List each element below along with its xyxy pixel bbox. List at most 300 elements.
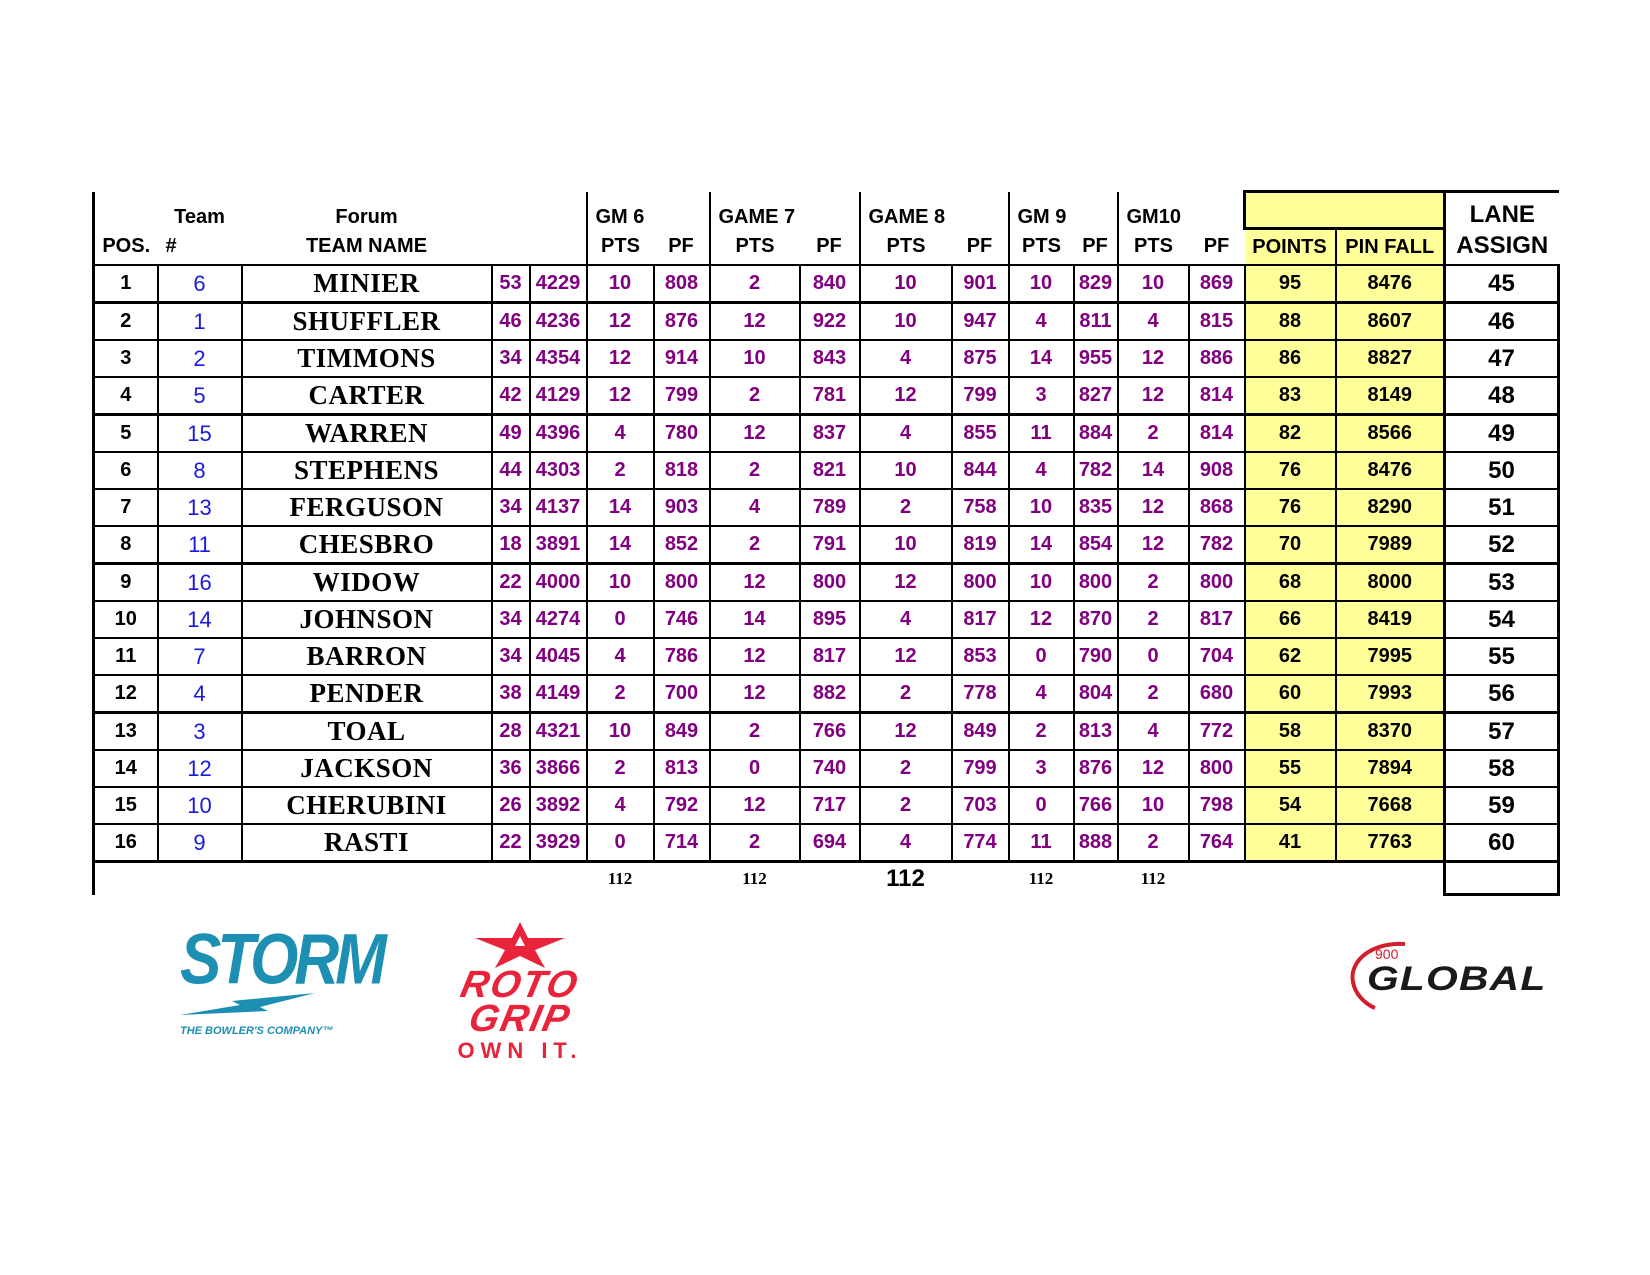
g6-pf-cell: 800 xyxy=(654,564,710,602)
header-g8-pf: PF xyxy=(966,234,993,257)
header-g8-pts: PTS xyxy=(860,229,952,266)
g7-pts-cell: 12 xyxy=(710,638,800,675)
grip-wordmark: GRIP xyxy=(465,998,575,1040)
header-game7: GAME 7 xyxy=(710,192,860,229)
lane-assign-cell: 58 xyxy=(1445,750,1559,787)
prev-pinfall-cell: 3891 xyxy=(530,526,587,564)
g7-pf-cell: 882 xyxy=(800,675,860,713)
g10-pf-cell: 815 xyxy=(1189,303,1245,341)
total-points-cell: 68 xyxy=(1245,564,1336,602)
header-row-2 xyxy=(94,229,1559,266)
g10-pf-cell: 886 xyxy=(1189,340,1245,377)
g7-pf-cell: 840 xyxy=(800,265,860,303)
g9-pf-cell: 835 xyxy=(1074,489,1118,526)
g9-pts-cell: 4 xyxy=(1009,675,1074,713)
roto-slogan: OWN IT. xyxy=(457,1038,583,1063)
g8-pf-cell: 817 xyxy=(952,601,1009,638)
totals-header-band xyxy=(1245,192,1445,229)
g6-pts-cell: 4 xyxy=(587,787,654,824)
g7-pf-cell: 694 xyxy=(800,824,860,862)
g7-pts-cell: 2 xyxy=(710,452,800,489)
table-row xyxy=(94,601,1559,638)
g9-pf-cell: 829 xyxy=(1074,265,1118,303)
total-pin-fall-cell: 7995 xyxy=(1336,638,1445,675)
g10-pf-cell: 814 xyxy=(1189,415,1245,453)
total-pin-fall-cell: 8607 xyxy=(1336,303,1445,341)
prev-points-cell: 34 xyxy=(492,638,530,675)
g9-pts-cell: 14 xyxy=(1009,340,1074,377)
prev-points-cell: 28 xyxy=(492,713,530,751)
pos-cell: 4 xyxy=(94,377,158,415)
table-row xyxy=(94,265,1559,303)
g6-pts-cell: 12 xyxy=(587,340,654,377)
prev-points-cell: 26 xyxy=(492,787,530,824)
header-team-name: TEAM NAME xyxy=(305,234,428,257)
g9-pf-cell: 782 xyxy=(1074,452,1118,489)
total-pin-fall-cell: 7668 xyxy=(1336,787,1445,824)
g9-pf-cell: 870 xyxy=(1074,601,1118,638)
g8-pts-cell: 12 xyxy=(860,564,952,602)
g10-pts-cell: 2 xyxy=(1118,415,1189,453)
lane-assign-cell: 59 xyxy=(1445,787,1559,824)
g8-pf-cell: 774 xyxy=(952,824,1009,862)
g7-pf-cell: 766 xyxy=(800,713,860,751)
g7-pts-cell: 2 xyxy=(710,265,800,303)
g10-pf-cell: 868 xyxy=(1189,489,1245,526)
lane-assign-cell: 51 xyxy=(1445,489,1559,526)
g10-pf-cell: 772 xyxy=(1189,713,1245,751)
table-row xyxy=(94,564,1559,602)
total-pin-fall-cell: 8370 xyxy=(1336,713,1445,751)
total-pin-fall-cell: 7763 xyxy=(1336,824,1445,862)
prev-points-cell: 34 xyxy=(492,601,530,638)
g6-pf-cell: 818 xyxy=(654,452,710,489)
total-points-cell: 62 xyxy=(1245,638,1336,675)
g8-pts-cell: 10 xyxy=(860,526,952,564)
team-name-cell: PENDER xyxy=(242,675,492,713)
prev-pinfall-cell: 4321 xyxy=(530,713,587,751)
header-gm9: GM 9 xyxy=(1009,192,1118,229)
g6-pts-cell: 10 xyxy=(587,265,654,303)
prev-pinfall-cell: 3892 xyxy=(530,787,587,824)
roto-wordmark: ROTO xyxy=(456,964,584,1006)
lane-assign-cell: 60 xyxy=(1445,824,1559,862)
g8-pts-cell: 4 xyxy=(860,824,952,862)
g8-pts-cell: 12 xyxy=(860,638,952,675)
team-name-cell: MINIER xyxy=(242,265,492,303)
g10-pf-cell: 800 xyxy=(1189,564,1245,602)
lane-assign-cell: 52 xyxy=(1445,526,1559,564)
g8-total: 112 xyxy=(886,864,925,892)
g6-pf-cell: 808 xyxy=(654,265,710,303)
g6-pf-cell: 746 xyxy=(654,601,710,638)
g7-pf-cell: 922 xyxy=(800,303,860,341)
g9-pf-cell: 766 xyxy=(1074,787,1118,824)
g7-pf-cell: 895 xyxy=(800,601,860,638)
g10-pts-cell: 2 xyxy=(1118,564,1189,602)
header-g10-pts: PTS xyxy=(1118,229,1189,266)
g7-pts-cell: 2 xyxy=(710,377,800,415)
standings-sheet xyxy=(92,190,1560,896)
900-global-logo xyxy=(1345,940,1565,1010)
storm-logo xyxy=(180,920,383,1037)
g8-pf-cell: 778 xyxy=(952,675,1009,713)
g8-pts-cell: 12 xyxy=(860,713,952,751)
table-row xyxy=(94,452,1559,489)
g6-pts-cell: 2 xyxy=(587,675,654,713)
g9-pts-cell: 0 xyxy=(1009,638,1074,675)
team-number-cell: 10 xyxy=(158,787,242,824)
team-number-cell: 4 xyxy=(158,675,242,713)
prev-pinfall-cell: 4000 xyxy=(530,564,587,602)
g6-pts-cell: 4 xyxy=(587,415,654,453)
g7-pts-cell: 12 xyxy=(710,787,800,824)
g9-total: 112 xyxy=(1028,868,1054,888)
table-row xyxy=(94,675,1559,713)
g9-pf-cell: 800 xyxy=(1074,564,1118,602)
g9-pts-cell: 14 xyxy=(1009,526,1074,564)
table-row xyxy=(94,750,1559,787)
g9-pts-cell: 10 xyxy=(1009,489,1074,526)
g8-pts-cell: 10 xyxy=(860,452,952,489)
g7-total: 112 xyxy=(742,868,767,888)
lane-assign-cell: 54 xyxy=(1445,601,1559,638)
table-row xyxy=(94,713,1559,751)
roto-grip-logo xyxy=(420,922,620,1064)
g9-pf-cell: 827 xyxy=(1074,377,1118,415)
g10-pf-cell: 869 xyxy=(1189,265,1245,303)
prev-pinfall-cell: 4236 xyxy=(530,303,587,341)
g9-pf-cell: 804 xyxy=(1074,675,1118,713)
g8-pts-cell: 4 xyxy=(860,601,952,638)
g7-pf-cell: 817 xyxy=(800,638,860,675)
prev-pinfall-cell: 3866 xyxy=(530,750,587,787)
header-pin-fall: PIN FALL xyxy=(1336,229,1445,266)
prev-points-cell: 49 xyxy=(492,415,530,453)
table-row xyxy=(94,526,1559,564)
total-pin-fall-cell: 7894 xyxy=(1336,750,1445,787)
prev-pinfall-cell: 3929 xyxy=(530,824,587,862)
g9-pts-cell: 10 xyxy=(1009,265,1074,303)
g7-pf-cell: 821 xyxy=(800,452,860,489)
total-pin-fall-cell: 8000 xyxy=(1336,564,1445,602)
header-points: POINTS xyxy=(1245,229,1336,266)
g6-pf-cell: 813 xyxy=(654,750,710,787)
pos-cell: 5 xyxy=(94,415,158,453)
g7-pts-cell: 14 xyxy=(710,601,800,638)
lane-assign-cell: 55 xyxy=(1445,638,1559,675)
team-name-cell: WIDOW xyxy=(242,564,492,602)
header-team: Team xyxy=(174,205,225,228)
pos-cell: 3 xyxy=(94,340,158,377)
team-name-cell: JACKSON xyxy=(242,750,492,787)
pos-cell: 14 xyxy=(94,750,158,787)
prev-points-cell: 53 xyxy=(492,265,530,303)
team-name-cell: RASTI xyxy=(242,824,492,862)
g6-pts-cell: 10 xyxy=(587,713,654,751)
total-pin-fall-cell: 7989 xyxy=(1336,526,1445,564)
team-name-cell: CARTER xyxy=(242,377,492,415)
g10-pts-cell: 0 xyxy=(1118,638,1189,675)
header-g7-pf: PF xyxy=(816,234,842,257)
g8-pts-cell: 12 xyxy=(860,377,952,415)
g8-pf-cell: 799 xyxy=(952,750,1009,787)
total-pin-fall-cell: 8149 xyxy=(1336,377,1445,415)
total-pin-fall-cell: 8827 xyxy=(1336,340,1445,377)
pos-cell: 10 xyxy=(94,601,158,638)
g10-pts-cell: 10 xyxy=(1118,787,1189,824)
total-points-cell: 83 xyxy=(1245,377,1336,415)
g8-pf-cell: 901 xyxy=(952,265,1009,303)
g7-pf-cell: 789 xyxy=(800,489,860,526)
storm-wordmark: STORM xyxy=(180,920,383,1000)
g7-pts-cell: 12 xyxy=(710,564,800,602)
total-points-cell: 88 xyxy=(1245,303,1336,341)
pos-cell: 15 xyxy=(94,787,158,824)
total-pin-fall-cell: 8566 xyxy=(1336,415,1445,453)
g10-pf-cell: 704 xyxy=(1189,638,1245,675)
g10-pts-cell: 12 xyxy=(1118,750,1189,787)
g9-pf-cell: 955 xyxy=(1074,340,1118,377)
g10-pts-cell: 10 xyxy=(1118,265,1189,303)
total-pin-fall-cell: 8290 xyxy=(1336,489,1445,526)
team-number-cell: 12 xyxy=(158,750,242,787)
g6-pf-cell: 914 xyxy=(654,340,710,377)
g8-pf-cell: 819 xyxy=(952,526,1009,564)
table-row xyxy=(94,377,1559,415)
prev-points-cell: 46 xyxy=(492,303,530,341)
pos-cell: 7 xyxy=(94,489,158,526)
table-row xyxy=(94,824,1559,862)
g9-pts-cell: 3 xyxy=(1009,377,1074,415)
g10-pts-cell: 2 xyxy=(1118,601,1189,638)
team-number-cell: 5 xyxy=(158,377,242,415)
standings-rows xyxy=(94,265,1559,862)
team-name-cell: JOHNSON xyxy=(242,601,492,638)
team-number-cell: 3 xyxy=(158,713,242,751)
g7-pf-cell: 717 xyxy=(800,787,860,824)
table-row xyxy=(94,638,1559,675)
g8-pf-cell: 758 xyxy=(952,489,1009,526)
standings-table xyxy=(92,190,1560,896)
team-name-cell: TOAL xyxy=(242,713,492,751)
table-row xyxy=(94,489,1559,526)
header-gm6: GM 6 xyxy=(587,192,710,229)
prev-points-cell: 18 xyxy=(492,526,530,564)
team-name-cell: CHERUBINI xyxy=(242,787,492,824)
prev-pinfall-cell: 4274 xyxy=(530,601,587,638)
g6-pf-cell: 852 xyxy=(654,526,710,564)
g9-pts-cell: 3 xyxy=(1009,750,1074,787)
team-number-cell: 8 xyxy=(158,452,242,489)
header-pos: POS. xyxy=(102,234,151,257)
header-g7-pts: PTS xyxy=(710,229,800,266)
lane-assign-cell: 47 xyxy=(1445,340,1559,377)
team-number-cell: 15 xyxy=(158,415,242,453)
lane-assign-cell: 50 xyxy=(1445,452,1559,489)
g7-pts-cell: 2 xyxy=(710,824,800,862)
g9-pf-cell: 876 xyxy=(1074,750,1118,787)
team-number-cell: 1 xyxy=(158,303,242,341)
g10-pf-cell: 800 xyxy=(1189,750,1245,787)
prev-pinfall-cell: 4229 xyxy=(530,265,587,303)
total-points-cell: 41 xyxy=(1245,824,1336,862)
g7-pts-cell: 2 xyxy=(710,713,800,751)
g9-pts-cell: 0 xyxy=(1009,787,1074,824)
g9-pf-cell: 888 xyxy=(1074,824,1118,862)
g10-pf-cell: 798 xyxy=(1189,787,1245,824)
g10-pts-cell: 14 xyxy=(1118,452,1189,489)
g6-pf-cell: 786 xyxy=(654,638,710,675)
team-name-cell: FERGUSON xyxy=(242,489,492,526)
total-pin-fall-cell: 7993 xyxy=(1336,675,1445,713)
pos-cell: 8 xyxy=(94,526,158,564)
g7-pts-cell: 12 xyxy=(710,303,800,341)
team-number-cell: 16 xyxy=(158,564,242,602)
prev-pinfall-cell: 4354 xyxy=(530,340,587,377)
team-number-cell: 2 xyxy=(158,340,242,377)
header-num: # xyxy=(165,234,177,257)
g10-pts-cell: 2 xyxy=(1118,675,1189,713)
g10-pf-cell: 680 xyxy=(1189,675,1245,713)
total-points-cell: 54 xyxy=(1245,787,1336,824)
g7-pf-cell: 837 xyxy=(800,415,860,453)
team-number-cell: 6 xyxy=(158,265,242,303)
g9-pf-cell: 790 xyxy=(1074,638,1118,675)
g10-total: 112 xyxy=(1140,868,1166,888)
prev-pinfall-cell: 4149 xyxy=(530,675,587,713)
prev-points-cell: 34 xyxy=(492,489,530,526)
g8-pts-cell: 2 xyxy=(860,675,952,713)
footer-totals-row xyxy=(94,862,1559,895)
g6-pf-cell: 799 xyxy=(654,377,710,415)
g10-pf-cell: 782 xyxy=(1189,526,1245,564)
g6-pts-cell: 14 xyxy=(587,489,654,526)
g9-pts-cell: 4 xyxy=(1009,303,1074,341)
team-name-cell: SHUFFLER xyxy=(242,303,492,341)
g6-pts-cell: 4 xyxy=(587,638,654,675)
g8-pf-cell: 855 xyxy=(952,415,1009,453)
prev-points-cell: 44 xyxy=(492,452,530,489)
g10-pf-cell: 764 xyxy=(1189,824,1245,862)
pos-cell: 13 xyxy=(94,713,158,751)
g8-pts-cell: 10 xyxy=(860,303,952,341)
lane-footer-cell xyxy=(1445,862,1559,895)
g7-pf-cell: 740 xyxy=(800,750,860,787)
prev-pinfall-cell: 4045 xyxy=(530,638,587,675)
g10-pf-cell: 814 xyxy=(1189,377,1245,415)
g10-pts-cell: 12 xyxy=(1118,489,1189,526)
table-row xyxy=(94,787,1559,824)
g10-pts-cell: 2 xyxy=(1118,824,1189,862)
g6-pts-cell: 12 xyxy=(587,377,654,415)
team-name-cell: STEPHENS xyxy=(242,452,492,489)
star-icon xyxy=(475,922,565,968)
g8-pf-cell: 875 xyxy=(952,340,1009,377)
lane-assign-cell: 45 xyxy=(1445,265,1559,303)
g8-pf-cell: 800 xyxy=(952,564,1009,602)
header-assign: ASSIGN xyxy=(1445,229,1559,266)
g6-pf-cell: 714 xyxy=(654,824,710,862)
table-row xyxy=(94,415,1559,453)
header-game8: GAME 8 xyxy=(860,192,1009,229)
g6-pf-cell: 876 xyxy=(654,303,710,341)
g6-pf-cell: 780 xyxy=(654,415,710,453)
total-pin-fall-cell: 8419 xyxy=(1336,601,1445,638)
total-points-cell: 76 xyxy=(1245,452,1336,489)
team-name-cell: BARRON xyxy=(242,638,492,675)
g7-pf-cell: 791 xyxy=(800,526,860,564)
lane-assign-cell: 57 xyxy=(1445,713,1559,751)
g10-pts-cell: 4 xyxy=(1118,303,1189,341)
g10-pts-cell: 12 xyxy=(1118,377,1189,415)
g8-pts-cell: 2 xyxy=(860,787,952,824)
global-900-text: 900 xyxy=(1375,946,1399,962)
total-points-cell: 66 xyxy=(1245,601,1336,638)
g7-pts-cell: 0 xyxy=(710,750,800,787)
total-points-cell: 55 xyxy=(1245,750,1336,787)
team-name-cell: TIMMONS xyxy=(242,340,492,377)
g9-pts-cell: 11 xyxy=(1009,824,1074,862)
g10-pts-cell: 12 xyxy=(1118,340,1189,377)
g7-pts-cell: 10 xyxy=(710,340,800,377)
total-points-cell: 95 xyxy=(1245,265,1336,303)
g6-pts-cell: 2 xyxy=(587,452,654,489)
g9-pts-cell: 4 xyxy=(1009,452,1074,489)
g6-total: 112 xyxy=(607,868,633,888)
table-row xyxy=(94,303,1559,341)
g7-pts-cell: 12 xyxy=(710,675,800,713)
prev-points-cell: 38 xyxy=(492,675,530,713)
team-number-cell: 9 xyxy=(158,824,242,862)
g7-pf-cell: 843 xyxy=(800,340,860,377)
prev-pinfall-cell: 4396 xyxy=(530,415,587,453)
header-forum: Forum xyxy=(335,205,398,228)
lane-assign-cell: 56 xyxy=(1445,675,1559,713)
g9-pts-cell: 2 xyxy=(1009,713,1074,751)
g8-pf-cell: 799 xyxy=(952,377,1009,415)
total-points-cell: 76 xyxy=(1245,489,1336,526)
g6-pts-cell: 10 xyxy=(587,564,654,602)
total-pin-fall-cell: 8476 xyxy=(1336,452,1445,489)
pos-cell: 6 xyxy=(94,452,158,489)
header-row-1 xyxy=(94,192,1559,229)
g6-pf-cell: 792 xyxy=(654,787,710,824)
g10-pts-cell: 12 xyxy=(1118,526,1189,564)
g8-pts-cell: 4 xyxy=(860,415,952,453)
g6-pts-cell: 2 xyxy=(587,750,654,787)
header-g6-pf: PF xyxy=(668,234,694,257)
g8-pf-cell: 844 xyxy=(952,452,1009,489)
global-wordmark: GLOBAL xyxy=(1367,960,1547,998)
g7-pts-cell: 4 xyxy=(710,489,800,526)
prev-pinfall-cell: 4129 xyxy=(530,377,587,415)
total-points-cell: 82 xyxy=(1245,415,1336,453)
lane-assign-cell: 49 xyxy=(1445,415,1559,453)
g6-pts-cell: 14 xyxy=(587,526,654,564)
team-name-cell: CHESBRO xyxy=(242,526,492,564)
header-g9-pf: PF xyxy=(1082,234,1108,257)
total-points-cell: 60 xyxy=(1245,675,1336,713)
pos-cell: 2 xyxy=(94,303,158,341)
prev-points-cell: 36 xyxy=(492,750,530,787)
lane-assign-cell: 46 xyxy=(1445,303,1559,341)
g9-pts-cell: 10 xyxy=(1009,564,1074,602)
prev-points-cell: 42 xyxy=(492,377,530,415)
g9-pf-cell: 813 xyxy=(1074,713,1118,751)
prev-points-cell: 34 xyxy=(492,340,530,377)
g6-pts-cell: 12 xyxy=(587,303,654,341)
